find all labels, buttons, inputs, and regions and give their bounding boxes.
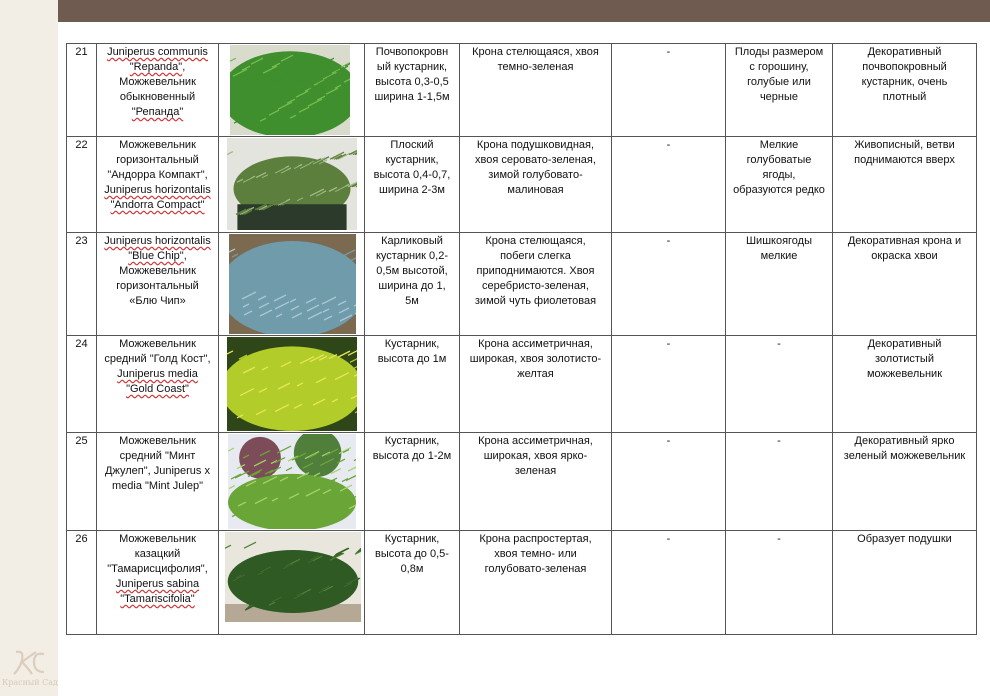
- plant-name-text: горизонтальный: [116, 154, 199, 166]
- brand-logo: [2, 648, 58, 692]
- row-number: 23: [67, 233, 97, 336]
- plant-name-cell: [97, 44, 219, 137]
- plant-name-text: Juniperus horizontalis: [104, 235, 211, 247]
- flowers-cell: -: [612, 531, 726, 635]
- fruits-cell: [726, 137, 833, 233]
- plant-name-line: [100, 547, 215, 562]
- rows.2.fruits-line: Шишкоягоды: [745, 235, 813, 247]
- crown-cell: [460, 233, 612, 336]
- plant-name-text: "Репанда": [131, 106, 184, 118]
- rows.5.crown-line: голубовато-зеленая: [484, 563, 587, 575]
- plant-name-line: [100, 382, 215, 397]
- plant-name-line: [100, 577, 215, 592]
- plant-name-line: [100, 352, 215, 367]
- rows.5.use-line: Образует подушки: [857, 533, 952, 545]
- rows.5.form-line: Кустарник,: [384, 533, 440, 545]
- plant-name-line: [100, 479, 215, 494]
- plant-name-line: [100, 449, 215, 464]
- crown-cell: [460, 433, 612, 531]
- plant-name-text: Juniperus media: [117, 368, 198, 380]
- plant-name-text: Можжевельник: [119, 139, 196, 151]
- rows.0.fruits-line: Плоды размером: [734, 46, 824, 58]
- plant-name-text: "Андорра Компакт",: [107, 169, 208, 181]
- fruits-cell: [726, 531, 833, 635]
- rows.4.form-line: высота до 1-2м: [372, 450, 452, 462]
- table-row: [67, 433, 977, 531]
- rows.0.use-line: кустарник, очень: [861, 76, 948, 88]
- page-header-bar: [58, 0, 990, 22]
- rows.5.crown-line: хвоя темно- или: [494, 548, 577, 560]
- rows.2.crown-line: серебристо-зеленая,: [482, 280, 589, 292]
- use-cell: [833, 44, 977, 137]
- plant-name-line: [100, 198, 215, 213]
- fruits-cell: [726, 433, 833, 531]
- rows.0.form-line: ширина 1-1,5м: [374, 91, 450, 103]
- page-left-margin: [0, 0, 58, 696]
- plant-photo: [227, 337, 357, 431]
- rows.2.fruits-line: мелкие: [760, 250, 798, 262]
- rows.3.use-line: можжевельник: [866, 368, 943, 380]
- plant-name-text: средний "Голд Кост",: [104, 353, 211, 365]
- crown-cell: [460, 336, 612, 433]
- rows.3.form-line: Кустарник,: [384, 338, 440, 350]
- plant-name-text: ,: [182, 61, 186, 73]
- form-cell: [365, 336, 460, 433]
- rows.0.use-line: плотный: [882, 91, 927, 103]
- plant-name-line: [100, 183, 215, 198]
- plant-name-text: Можжевельник: [119, 76, 196, 88]
- plant-name-text: "Andorra Compact": [110, 199, 205, 211]
- form-cell: [365, 433, 460, 531]
- plant-name-line: [100, 337, 215, 352]
- rows.1.crown-line: хвоя серовато-зеленая,: [475, 154, 596, 166]
- plant-photo-cell: [219, 336, 365, 433]
- rows.3.crown-line: Крона ассиметричная,: [478, 338, 593, 350]
- rows.3.fruits-line: -: [777, 338, 781, 350]
- plant-name-cell: [97, 531, 219, 635]
- plant-name-text: Можжевельник: [119, 338, 196, 350]
- form-cell: [365, 531, 460, 635]
- logo-monogram-icon: [10, 648, 50, 678]
- plant-name-cell: [97, 137, 219, 233]
- form-cell: [365, 44, 460, 137]
- row-number: 26: [67, 531, 97, 635]
- rows.4.use-line: зеленый можжевельник: [843, 450, 966, 462]
- rows.1.fruits-line: Мелкие: [759, 139, 799, 151]
- plant-name-text: Juniperus horizontalis: [104, 184, 211, 196]
- plant-name-text: "Gold Coast": [126, 383, 189, 395]
- plant-name-text: "Repanda": [129, 61, 183, 73]
- plant-name-text: горизонтальный: [116, 280, 199, 292]
- use-cell: [833, 233, 977, 336]
- flowers-cell: -: [612, 44, 726, 137]
- plant-name-text: Можжевельник: [119, 435, 196, 447]
- rows.3.use-line: золотистый: [875, 353, 934, 365]
- plant-name-line: [100, 532, 215, 547]
- use-cell: [833, 433, 977, 531]
- rows.5.fruits-line: -: [777, 533, 781, 545]
- crown-cell: [460, 44, 612, 137]
- plant-photo: [228, 434, 356, 529]
- juniper-plants-table: [66, 43, 977, 635]
- plant-photo-cell: [219, 531, 365, 635]
- table-row: [67, 233, 977, 336]
- plant-name-text: Можжевельник: [119, 265, 196, 277]
- plant-name-line: [100, 592, 215, 607]
- rows.2.crown-line: Крона стелющаяся,: [485, 235, 586, 247]
- plant-name-line: [100, 60, 215, 75]
- rows.0.fruits-line: с горошину,: [749, 61, 809, 73]
- plant-photo-cell: [219, 433, 365, 531]
- plant-photo-cell: [219, 44, 365, 137]
- flowers-cell: -: [612, 433, 726, 531]
- rows.1.use-line: поднимаются вверх: [854, 154, 955, 166]
- rows.4.crown-line: широкая, хвоя ярко-: [483, 450, 588, 462]
- rows.4.use-line: Декоративный ярко: [854, 435, 955, 447]
- rows.3.crown-line: желтая: [517, 368, 554, 380]
- rows.2.crown-line: побеги слегка: [500, 250, 571, 262]
- fruits-cell: [726, 336, 833, 433]
- rows.1.crown-line: Крона подушковидная,: [476, 139, 595, 151]
- logo-text: Красный Сад: [2, 678, 58, 687]
- plant-photo: [229, 234, 356, 334]
- rows.4.crown-line: зеленая: [514, 465, 557, 477]
- plant-name-text: Juniperus communis: [107, 46, 208, 58]
- plant-photo: [227, 138, 357, 230]
- plant-name-text: Можжевельник: [119, 533, 196, 545]
- rows.5.form-line: 0,8м: [400, 563, 424, 575]
- plant-name-text: Juniperus sabina: [115, 578, 200, 590]
- plant-photo-cell: [219, 233, 365, 336]
- fruits-cell: [726, 44, 833, 137]
- row-number: 21: [67, 44, 97, 137]
- crown-cell: [460, 531, 612, 635]
- plant-name-line: [100, 279, 215, 294]
- plant-name-line: [100, 75, 215, 90]
- flowers-cell: -: [612, 137, 726, 233]
- plant-photo: [225, 532, 361, 622]
- rows.5.form-line: высота до 0,5-: [375, 548, 449, 560]
- form-cell: [365, 137, 460, 233]
- rows.2.form-line: ширина до 1,: [378, 280, 446, 292]
- rows.0.form-line: Почвопокровн: [375, 46, 449, 58]
- plant-name-line: [100, 105, 215, 120]
- plant-name-text: "Blue Chip": [128, 250, 184, 262]
- rows.0.use-line: Декоративный: [867, 46, 942, 58]
- plant-name-text: media "Mint Julep": [112, 480, 203, 492]
- plant-photo-cell: [219, 137, 365, 233]
- rows.1.form-line: Плоский: [390, 139, 434, 151]
- plant-name-line: [100, 294, 215, 309]
- rows.1.form-line: кустарник,: [385, 154, 439, 166]
- plant-name-line: [100, 264, 215, 279]
- rows.4.fruits-line: -: [777, 435, 781, 447]
- plant-name-cell: [97, 233, 219, 336]
- plant-name-line: [100, 464, 215, 479]
- table-row: [67, 44, 977, 137]
- fruits-cell: [726, 233, 833, 336]
- row-number: 24: [67, 336, 97, 433]
- rows.1.use-line: Живописный, ветви: [854, 139, 955, 151]
- rows.1.fruits-line: ягоды,: [762, 169, 796, 181]
- table-row: [67, 336, 977, 433]
- use-cell: [833, 137, 977, 233]
- plant-name-line: [100, 234, 215, 249]
- rows.4.form-line: Кустарник,: [384, 435, 440, 447]
- plant-name-line: [100, 168, 215, 183]
- rows.0.use-line: почвопокровный: [862, 61, 947, 73]
- rows.0.form-line: высота 0,3-0,5: [375, 76, 449, 88]
- rows.0.fruits-line: черные: [759, 91, 799, 103]
- plant-name-text: обыкновенный: [119, 91, 196, 103]
- rows.1.form-line: ширина 2-3м: [379, 184, 445, 196]
- plant-name-line: [100, 90, 215, 105]
- rows.0.crown-line: Крона стелющаяся, хвоя: [472, 46, 599, 58]
- plant-name-line: [100, 153, 215, 168]
- rows.0.crown-line: темно-зеленая: [497, 61, 574, 73]
- plant-name-line: [100, 434, 215, 449]
- rows.1.form-line: высота 0,4-0,7,: [373, 169, 451, 181]
- plant-name-line: [100, 367, 215, 382]
- plant-name-line: [100, 138, 215, 153]
- rows.5.crown-line: Крона распростертая,: [479, 533, 592, 545]
- plant-name-line: [100, 249, 215, 264]
- row-number: 22: [67, 137, 97, 233]
- table-row: [67, 531, 977, 635]
- flowers-cell: -: [612, 233, 726, 336]
- plant-name-text: «Блю Чип»: [129, 295, 186, 307]
- plant-name-text: казацкий: [134, 548, 181, 560]
- plant-name-line: [100, 45, 215, 60]
- rows.0.form-line: ый кустарник,: [376, 61, 448, 73]
- plant-name-text: "Тамарисцифолия",: [107, 563, 208, 575]
- rows.2.form-line: 0,5м высотой,: [376, 265, 448, 277]
- rows.4.crown-line: Крона ассиметричная,: [478, 435, 593, 447]
- plant-name-text: Джулеп", Juniperus x: [105, 465, 210, 477]
- plant-name-text: ,: [183, 250, 187, 262]
- form-cell: [365, 233, 460, 336]
- plant-name-text: средний "Минт: [119, 450, 196, 462]
- rows.3.form-line: высота до 1м: [377, 353, 447, 365]
- rows.2.crown-line: зимой чуть фиолетовая: [474, 295, 597, 307]
- plant-name-text: "Tamariscifolia": [120, 593, 195, 605]
- rows.0.fruits-line: голубые или: [747, 76, 811, 88]
- plant-name-line: [100, 562, 215, 577]
- rows.1.fruits-line: образуются редко: [733, 184, 825, 196]
- use-cell: [833, 336, 977, 433]
- plant-name-cell: [97, 433, 219, 531]
- rows.2.crown-line: приподнимаются. Хвоя: [476, 265, 595, 277]
- rows.3.crown-line: широкая, хвоя золотисто-: [469, 353, 602, 365]
- rows.2.use-line: Декоративная крона и: [847, 235, 962, 247]
- flowers-cell: -: [612, 336, 726, 433]
- rows.1.fruits-line: голубоватые: [746, 154, 812, 166]
- rows.1.crown-line: зимой голубовато-: [488, 169, 583, 181]
- rows.2.form-line: Карликовый: [381, 235, 443, 247]
- table-row: [67, 137, 977, 233]
- rows.1.crown-line: малиновая: [507, 184, 564, 196]
- rows.2.form-line: кустарник 0,2-: [375, 250, 448, 262]
- row-number: 25: [67, 433, 97, 531]
- plant-photo: [230, 45, 350, 135]
- rows.2.use-line: окраска хвои: [871, 250, 938, 262]
- plant-name-cell: [97, 336, 219, 433]
- rows.2.form-line: 5м: [405, 295, 419, 307]
- rows.3.use-line: Декоративный: [867, 338, 942, 350]
- use-cell: [833, 531, 977, 635]
- crown-cell: [460, 137, 612, 233]
